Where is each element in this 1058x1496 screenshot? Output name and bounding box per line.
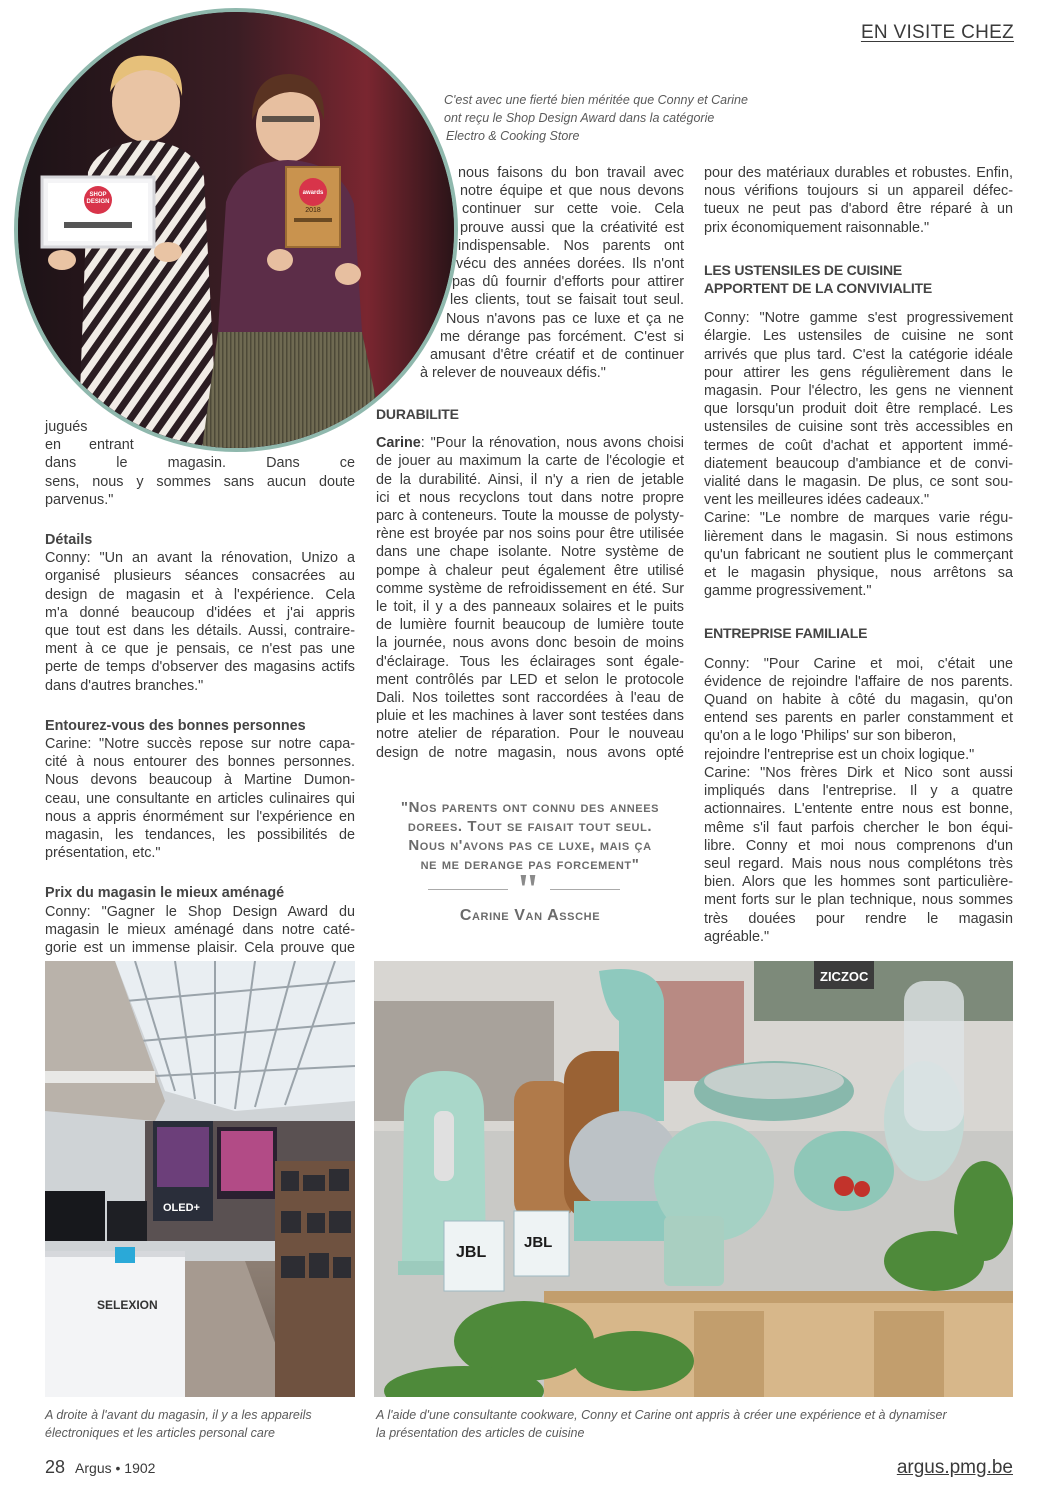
kitchen-photo-caption [376,1406,1016,1442]
top-caption-line: ont reçu le Shop Design Award dans la catégorie [444,111,715,125]
page-number: 28 [45,1457,66,1477]
kitchen-photo [374,961,1013,1397]
text-line: présentation, etc." [45,845,161,862]
quote-line: "Nos parents ont connu des annees [400,799,660,816]
text-line: dans une chape isolante. Notre système de [376,544,684,561]
text-line: termes de coût d'achat et apportent immé- [704,437,1013,454]
text-line: magasin, les tendances, les possibilités de [45,827,355,844]
text-line: très douées pour rendre le magasin [704,910,1013,927]
text-line: cité à nous entourer des bonnes personnes. [45,754,355,771]
column-2-durabilite [376,405,684,762]
text-line: seul regard. Mais nous nous complétons très [704,855,1013,872]
section-label: EN VISITE CHEZ [860,22,1014,43]
intro-line: jugués [45,419,88,435]
caption-line: A droite à l'avant du magasin, il y a les appareils [45,1408,312,1422]
text-line: rène est broyée par nos soins pour être utilisée [376,526,684,543]
text-line: Carine: "Notre succès repose sur notre capa- [45,736,355,753]
text-line: même s'il faut parfois chercher le bon équi- [704,819,1013,836]
quote-line: dorees. Tout se faisait tout seul. [407,818,653,835]
text-line: diatement beaucoup d'ambiance et de convi- [704,455,1013,472]
text-line: gorie est un immense plaisir. Cela prouve que [45,940,355,957]
text-line: agréable." [704,928,770,945]
text-line: vécu des années dorées. Ils n'ont [456,256,684,273]
text-line: continuer sur cette voie. Cela [462,201,684,218]
text-line: à relever de nouveaux défis." [420,365,606,382]
text-line: de la durabilité. Ainsi, il n'y a rien de jetable [376,471,684,488]
top-caption-line: C'est avec une fierté bien méritée que Conny et Carine [444,93,748,107]
text-line: dans d'autres branches." [45,677,204,694]
text-line: Carine: "Le nombre de marques varie régu- [704,510,1013,527]
quote-line: ne me derange pas forcement" [420,856,640,873]
text-line: pompe à chaleur peut également être utilisé [376,562,684,579]
text-line: pour des matériaux durables et robustes. Enfin, [704,165,1013,181]
speaker-name: Carine [376,435,421,452]
text-line: que tout est dans les détails. Aussi, contraire- [45,623,355,640]
top-caption [444,91,764,145]
text-line: gamme progressivement." [704,583,872,600]
text-line: arrivés que plus tard. C'est la catégorie idéale [704,346,1013,363]
quote-divider-left [428,889,508,890]
text-line: d'éclairage. Tous les éclairages sont égale- [376,653,684,670]
pull-quote [376,798,684,874]
magazine-name: Argus • 1902 [75,1460,156,1476]
text-line: que lorsqu'un produit doit être remplacé. Les [704,401,1013,418]
text-line: Conny: "Un an avant la rénovation, Unizo a [45,550,355,567]
text-line: perte de temps d'observer des magasins actifs [45,659,355,676]
text-line: bien. Alors que les hommes sont particulière- [704,874,1013,891]
text-line: Dali. Nos toilettes sont raccordées à l'eau de [376,690,684,707]
column-2-top [376,164,684,382]
text-line: la journée, nous avons donc besoin de moins [376,635,684,652]
text-line: tueux ne peut pas d'abord être réparé à un [704,201,1013,218]
text-line: entend ses parents en parler constamment et [704,710,1013,727]
kitchen-sign-text: ZICZOC [820,969,869,984]
subheading-entreprise: ENTREPRISE FAMILIALE [704,625,868,642]
text-line: ceau, une consultante en articles culinaires qui [45,790,355,807]
text-line: Nous n'avons pas ce luxe et ça ne [446,310,684,327]
store-brand-text: SELEXION [97,1298,158,1312]
text-line: élargie. Les ustensiles de cuisine ne sont [704,328,1013,345]
text-line: notre atelier de réparation. Pour le nouveau [376,726,684,743]
text-line: m'a donné beaucoup d'idées et j'ai appris [45,604,355,621]
text-line: de lumière fournit beaucoup de lumière toute [376,617,684,634]
award-text-design: DESIGN [86,199,110,205]
award-text-year: 2018 [305,207,321,214]
website-link[interactable]: argus.pmg.be [896,1457,1013,1478]
award-text-shop: SHOP [89,192,107,198]
text-line: nous faisons du bon travail avec [458,165,684,181]
text-line: magasin. Pour l'électro, les gens ne viennent [704,383,1013,400]
quote-line: Nous n'avons pas ce luxe, mais ça [408,837,652,854]
intro-line: en entrant [45,437,134,454]
store-photo-caption [45,1406,365,1442]
text-line: design de magasin et à l'expérience. Cela [45,586,355,603]
text-line: lièrement dans le magasin. Si nous estimons [704,528,1013,545]
text-line: ment contrôlés par LED et selon le protocole [376,671,684,688]
text-line: indispensable. Nos parents ont [458,237,684,254]
top-caption-line: Electro & Cooking Store [446,129,580,143]
kitchen-photo-illustration [374,961,1013,1397]
subheading-durabilite: DURABILITE [376,406,459,422]
subheading-people: Entourez-vous des bonnes personnes [45,717,306,734]
intro-line: parvenus." [45,491,114,508]
text-line: Conny: "Notre gamme s'est progressivement [704,310,1013,327]
text-line: pluie et les machines à laver sont testées dans [376,708,684,725]
text-line: Quand on habite à côté du magasin, qu'on [704,692,1013,709]
text-line: nous vérifions toujours si un appareil défec- [704,183,1013,200]
subheading-ustensiles: APPORTENT DE LA CONVIVIALITE [704,280,933,297]
text-line: et le magasin physique, nous arrêtons sa [704,565,1013,582]
caption-line: électroniques et les articles personal care [45,1426,275,1440]
text-line: de jouer au maximum la carte de l'écologie et [376,453,684,470]
text-line: prouve aussi que la créativité est [460,219,684,236]
text-line: Conny: "Gagner le Shop Design Award du [45,903,355,920]
store-screen-text: OLED+ [163,1202,200,1214]
text-line: évidence de rejoindre l'affaire de nos parents. [704,673,1013,690]
text-line: pour attirer les gens régulièrement dans le [704,364,1013,381]
caption-line: A l'aide d'une consultante cookware, Conny et Carine ont appris à créer une expérience et à dynamiser [376,1408,947,1422]
award-text-awards: awards [302,190,324,196]
text-line: nous a appris énormément sur l'expérience en [45,808,355,825]
text-line: actionnaires. L'entente entre nous est bonne, [704,801,1013,818]
intro-line: sens, nous y sommes sans aucun doute [45,473,355,490]
intro-line: dans le magasin. Dans ce [45,455,355,472]
store-photo [45,961,355,1397]
text-line: rejoindre l'entreprise est un choix logique." [704,746,975,763]
text-line: qu'on a le logo 'Philips' sur son biberon, [704,728,957,745]
text-line: comme système de refroidissement en été. Sur [376,580,684,597]
text-line: Conny: "Pour Carine et moi, c'était une [704,655,1013,672]
subheading-ustensiles: LES USTENSILES DE CUISINE [704,261,903,278]
quote-author: Carine Van Assche [459,907,601,924]
text-line: amusant d'être créatif et de continuer [430,347,684,364]
text-line: Carine: "Nos frères Dirk et Nico sont aussi [704,764,1013,781]
kitchen-brand-text: JBL [524,1234,553,1251]
text-line: notre équipe et que nous devons [460,183,684,200]
text-line: qu'un fabricant ne soutient plus le commerçant [704,546,1013,563]
text-line: ment forts sur le plan technique, nous sommes [704,892,1013,909]
text-line: pas dû fournir d'efforts pour attirer [452,274,684,291]
text-line: impliqués dans l'entreprise. Il y a quatre [704,783,1013,800]
text-line: ici et nous recyclons tout dans notre propre [376,489,684,506]
caption-line: la présentation des articles de cuisine [376,1426,585,1440]
text-line: design de notre magasin, nous avons opté [376,744,684,761]
kitchen-brand-text: JBL [456,1244,487,1261]
text-line: vialité dans le magasin. De plus, ce sont sou- [704,474,1013,491]
subheading-details: Détails [45,532,93,549]
text-line: Nous devons beaucoup à Martine Dumon- [45,772,355,789]
footer-left [45,1457,155,1478]
text-line: vent les meilleures idées cadeaux." [704,492,930,509]
text-line: ustensiles de cuisine sont très accessibles en [704,419,1013,436]
text-line: libre. Conny et moi nous comprenons d'un [704,837,1013,854]
quote-mark-icon: " [515,865,541,914]
text-line: me dérange pas forcément. C'est si [440,328,684,345]
text-line: prix économiquement raisonnable." [704,219,930,236]
text-line: parc à conteneurs. Toute la mousse de polysty- [376,508,684,525]
text-line-rest: : "Pour la rénovation, nous avons choisi [420,435,684,452]
column-3 [704,164,1013,946]
quote-divider-right [550,889,620,890]
subheading-award: Prix du magasin le mieux aménagé [45,885,285,902]
text-line: ment à ce que je pensais, ce n'est pas une [45,641,355,658]
text-line: le toit, il y a des panneaux solaires et le puits [376,599,684,616]
text-line [376,434,684,452]
column-1 [45,418,355,957]
text-line: magasin le mieux aménagé dans notre caté- [45,921,355,938]
store-photo-illustration [45,961,355,1397]
text-line: organisé plusieurs séances consacrées au [45,568,355,585]
text-line: les clients, tout se faisait tout seul. [450,292,684,309]
